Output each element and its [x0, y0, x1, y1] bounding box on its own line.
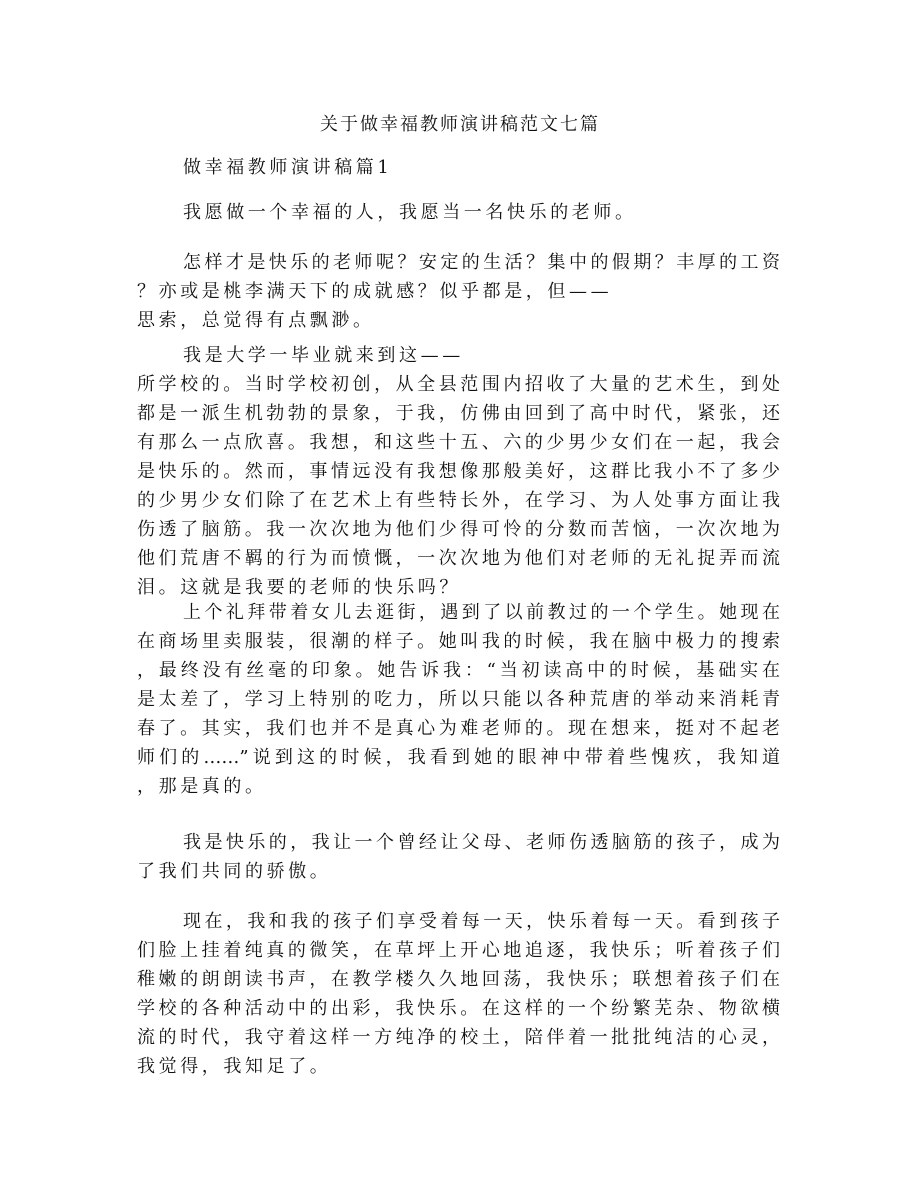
text-line: 稚嫩的朗朗读书声，在教学楼久久地回荡，我快乐；联想着孩子们在: [137, 969, 780, 990]
paragraph: [137, 248, 780, 335]
text-line: 学校的各种活动中的出彩，我快乐。在这样的一个纷繁芜杂、物欲横: [137, 998, 780, 1019]
text-line: 上个礼拜带着女儿去逛街，遇到了以前教过的一个学生。她现在: [183, 602, 780, 623]
text-line: 的少男少女们除了在艺术上有些特长外，在学习、为人处事方面让我: [137, 490, 780, 511]
text-line: 们脸上挂着纯真的微笑，在草坪上开心地追逐，我快乐；听着孩子们: [137, 940, 780, 961]
text-line: 春了。其实，我们也并不是真心为难老师的。现在想来，挺对不起老: [137, 718, 780, 739]
text-line: 怎样才是快乐的老师呢？安定的生活？集中的假期？丰厚的工资: [183, 252, 780, 273]
text-line: 我是大学一毕业就来到这——: [183, 345, 464, 366]
text-line: ，最终没有丝毫的印象。她告诉我：“当初读高中的时候，基础实在: [137, 660, 780, 681]
section-heading: [137, 153, 780, 182]
text-line: 现在，我和我的孩子们享受着每一天，快乐着每一天。看到孩子: [183, 911, 780, 932]
paragraph: [137, 598, 780, 801]
text-line: ，那是真的。: [137, 776, 267, 797]
paragraph: [137, 341, 780, 602]
document-title: 关于做幸福教师演讲稿范文七篇: [320, 114, 600, 135]
paragraph: [137, 907, 780, 1081]
text-line: 是快乐的。然而，事情远没有我想像那般美好，这群比我小不了多少: [137, 461, 780, 482]
text-line: 师们的……”说到这的时候，我看到她的眼神中带着些愧疚，我知道: [137, 747, 780, 768]
text-line: ？亦或是桃李满天下的成就感？似乎都是，但——: [137, 281, 613, 302]
paragraph: [137, 198, 780, 227]
paragraph: [137, 828, 780, 886]
text-line: 了我们共同的骄傲。: [137, 861, 332, 882]
text-line: 我觉得，我知足了。: [137, 1056, 332, 1077]
text-line: 做幸福教师演讲稿篇1: [183, 157, 393, 178]
text-line: 我是快乐的，我让一个曾经让父母、老师伤透脑筋的孩子，成为: [183, 832, 780, 853]
text-line: 我愿做一个幸福的人，我愿当一名快乐的老师。: [183, 202, 637, 223]
text-line: 伤透了脑筋。我一次次地为他们少得可怜的分数而苦恼，一次次地为: [137, 519, 780, 540]
text-line: 是太差了，学习上特别的吃力，所以只能以各种荒唐的举动来消耗青: [137, 689, 780, 710]
text-line: 他们荒唐不羁的行为而愤慨，一次次地为他们对老师的无礼捉弄而流: [137, 548, 780, 569]
text-line: 有那么一点欣喜。我想，和这些十五、六的少男少女们在一起，我会: [137, 432, 780, 453]
text-line: 思索，总觉得有点飘渺。: [137, 310, 375, 331]
text-line: 流的时代，我守着这样一方纯净的校土，陪伴着一批批纯洁的心灵，: [137, 1027, 780, 1048]
text-line: 泪。这就是我要的老师的快乐吗？: [137, 577, 461, 598]
text-line: 在商场里卖服装，很潮的样子。她叫我的时候，我在脑中极力的搜索: [137, 631, 780, 652]
text-line: 都是一派生机勃勃的景象，于我，仿佛由回到了高中时代，紧张，还: [137, 403, 780, 424]
text-line: 所学校的。当时学校初创，从全县范围内招收了大量的艺术生，到处: [137, 374, 780, 395]
